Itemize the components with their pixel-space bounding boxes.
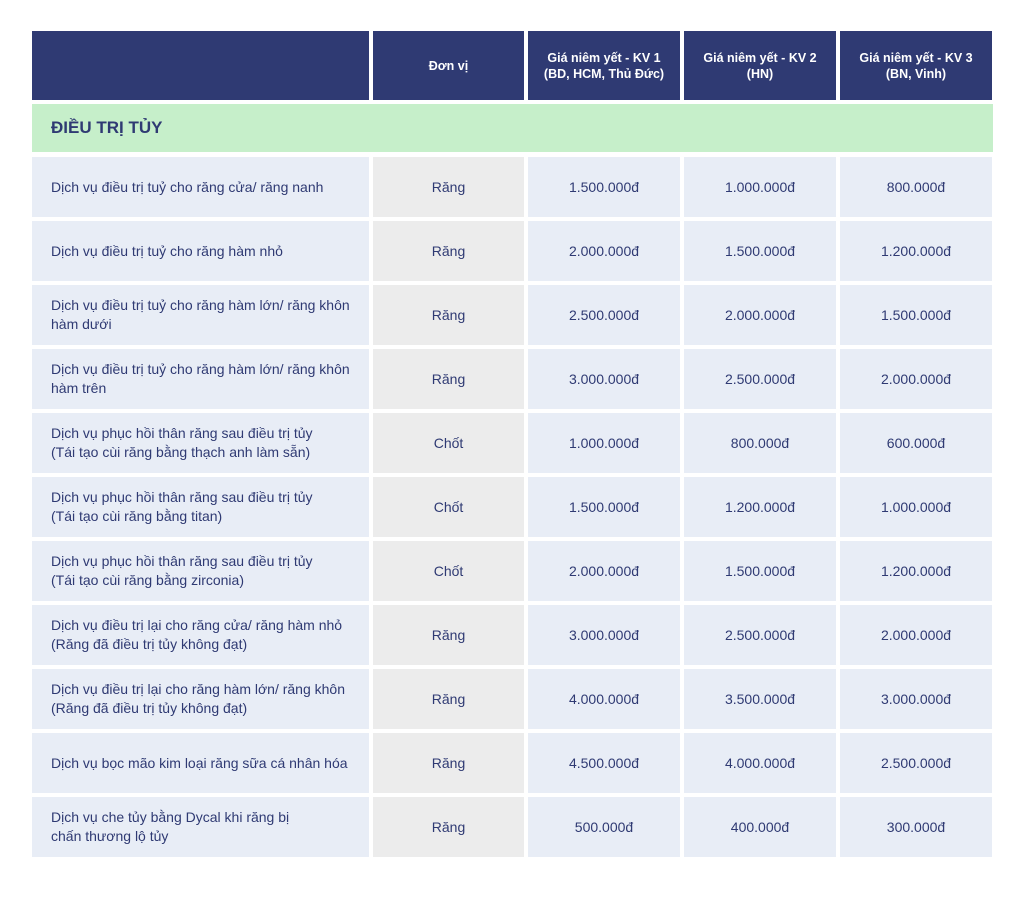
service-cell: Dịch vụ điều trị tuỷ cho răng hàm nhỏ bbox=[32, 221, 369, 281]
service-cell: Dịch vụ điều trị lại cho răng hàm lớn/ răng khôn (Răng đã điều trị tủy không đạt) bbox=[32, 669, 369, 729]
price-kv1-cell: 2.000.000đ bbox=[528, 541, 680, 601]
table-row bbox=[32, 157, 993, 217]
header-unit: Đơn vị bbox=[373, 31, 524, 100]
table-row bbox=[32, 541, 993, 601]
unit-cell: Răng bbox=[373, 221, 524, 281]
price-kv2-cell: 1.200.000đ bbox=[684, 477, 836, 537]
price-kv3-cell: 2.000.000đ bbox=[840, 349, 992, 409]
price-kv1-cell: 3.000.000đ bbox=[528, 605, 680, 665]
price-kv2-cell: 400.000đ bbox=[684, 797, 836, 857]
unit-cell: Răng bbox=[373, 733, 524, 793]
price-kv1-cell: 2.500.000đ bbox=[528, 285, 680, 345]
service-cell: Dịch vụ điều trị tuỷ cho răng hàm lớn/ răng khôn hàm trên bbox=[32, 349, 369, 409]
table-row bbox=[32, 221, 993, 281]
price-kv3-cell: 3.000.000đ bbox=[840, 669, 992, 729]
section-title: ĐIỀU TRỊ TỦY bbox=[32, 104, 993, 152]
service-cell: Dịch vụ điều trị lại cho răng cửa/ răng hàm nhỏ (Răng đã điều trị tủy không đạt) bbox=[32, 605, 369, 665]
price-table bbox=[32, 31, 993, 861]
service-cell: Dịch vụ phục hồi thân răng sau điều trị tủy (Tái tạo cùi răng bằng zirconia) bbox=[32, 541, 369, 601]
price-kv2-cell: 1.500.000đ bbox=[684, 221, 836, 281]
price-kv2-cell: 2.500.000đ bbox=[684, 349, 836, 409]
table-row bbox=[32, 285, 993, 345]
table-body bbox=[32, 157, 993, 857]
table-row bbox=[32, 797, 993, 857]
table-row bbox=[32, 477, 993, 537]
price-kv2-cell: 800.000đ bbox=[684, 413, 836, 473]
unit-cell: Chốt bbox=[373, 413, 524, 473]
service-cell: Dịch vụ che tủy bằng Dycal khi răng bị chấn thương lộ tủy bbox=[32, 797, 369, 857]
price-kv1-cell: 500.000đ bbox=[528, 797, 680, 857]
unit-cell: Răng bbox=[373, 285, 524, 345]
service-cell: Dịch vụ điều trị tuỷ cho răng cửa/ răng nanh bbox=[32, 157, 369, 217]
price-kv3-cell: 2.500.000đ bbox=[840, 733, 992, 793]
price-kv1-cell: 4.000.000đ bbox=[528, 669, 680, 729]
header-service bbox=[32, 31, 369, 100]
header-kv3: Giá niêm yết - KV 3 (BN, Vinh) bbox=[840, 31, 992, 100]
unit-cell: Răng bbox=[373, 157, 524, 217]
header-kv1: Giá niêm yết - KV 1 (BD, HCM, Thủ Đức) bbox=[528, 31, 680, 100]
unit-cell: Răng bbox=[373, 669, 524, 729]
header-kv2: Giá niêm yết - KV 2 (HN) bbox=[684, 31, 836, 100]
price-kv2-cell: 2.500.000đ bbox=[684, 605, 836, 665]
service-cell: Dịch vụ phục hồi thân răng sau điều trị tủy (Tái tạo cùi răng bằng titan) bbox=[32, 477, 369, 537]
unit-cell: Chốt bbox=[373, 477, 524, 537]
unit-cell: Răng bbox=[373, 797, 524, 857]
unit-cell: Răng bbox=[373, 349, 524, 409]
service-cell: Dịch vụ bọc mão kim loại răng sữa cá nhân hóa bbox=[32, 733, 369, 793]
table-row bbox=[32, 349, 993, 409]
unit-cell: Răng bbox=[373, 605, 524, 665]
price-kv2-cell: 4.000.000đ bbox=[684, 733, 836, 793]
price-kv1-cell: 4.500.000đ bbox=[528, 733, 680, 793]
price-kv1-cell: 1.500.000đ bbox=[528, 477, 680, 537]
price-kv2-cell: 2.000.000đ bbox=[684, 285, 836, 345]
price-kv2-cell: 1.500.000đ bbox=[684, 541, 836, 601]
price-kv3-cell: 1.000.000đ bbox=[840, 477, 992, 537]
price-kv1-cell: 2.000.000đ bbox=[528, 221, 680, 281]
price-kv1-cell: 3.000.000đ bbox=[528, 349, 680, 409]
price-kv1-cell: 1.500.000đ bbox=[528, 157, 680, 217]
service-cell: Dịch vụ điều trị tuỷ cho răng hàm lớn/ răng khôn hàm dưới bbox=[32, 285, 369, 345]
table-row bbox=[32, 413, 993, 473]
price-kv3-cell: 1.500.000đ bbox=[840, 285, 992, 345]
price-kv3-cell: 1.200.000đ bbox=[840, 541, 992, 601]
price-kv2-cell: 3.500.000đ bbox=[684, 669, 836, 729]
table-row bbox=[32, 733, 993, 793]
price-kv3-cell: 600.000đ bbox=[840, 413, 992, 473]
table-header bbox=[32, 31, 993, 100]
price-kv3-cell: 2.000.000đ bbox=[840, 605, 992, 665]
service-cell: Dịch vụ phục hồi thân răng sau điều trị tủy (Tái tạo cùi răng bằng thạch anh làm sẵn) bbox=[32, 413, 369, 473]
unit-cell: Chốt bbox=[373, 541, 524, 601]
price-kv1-cell: 1.000.000đ bbox=[528, 413, 680, 473]
table-row bbox=[32, 669, 993, 729]
table-row bbox=[32, 605, 993, 665]
price-kv3-cell: 300.000đ bbox=[840, 797, 992, 857]
price-kv3-cell: 1.200.000đ bbox=[840, 221, 992, 281]
price-kv3-cell: 800.000đ bbox=[840, 157, 992, 217]
price-kv2-cell: 1.000.000đ bbox=[684, 157, 836, 217]
